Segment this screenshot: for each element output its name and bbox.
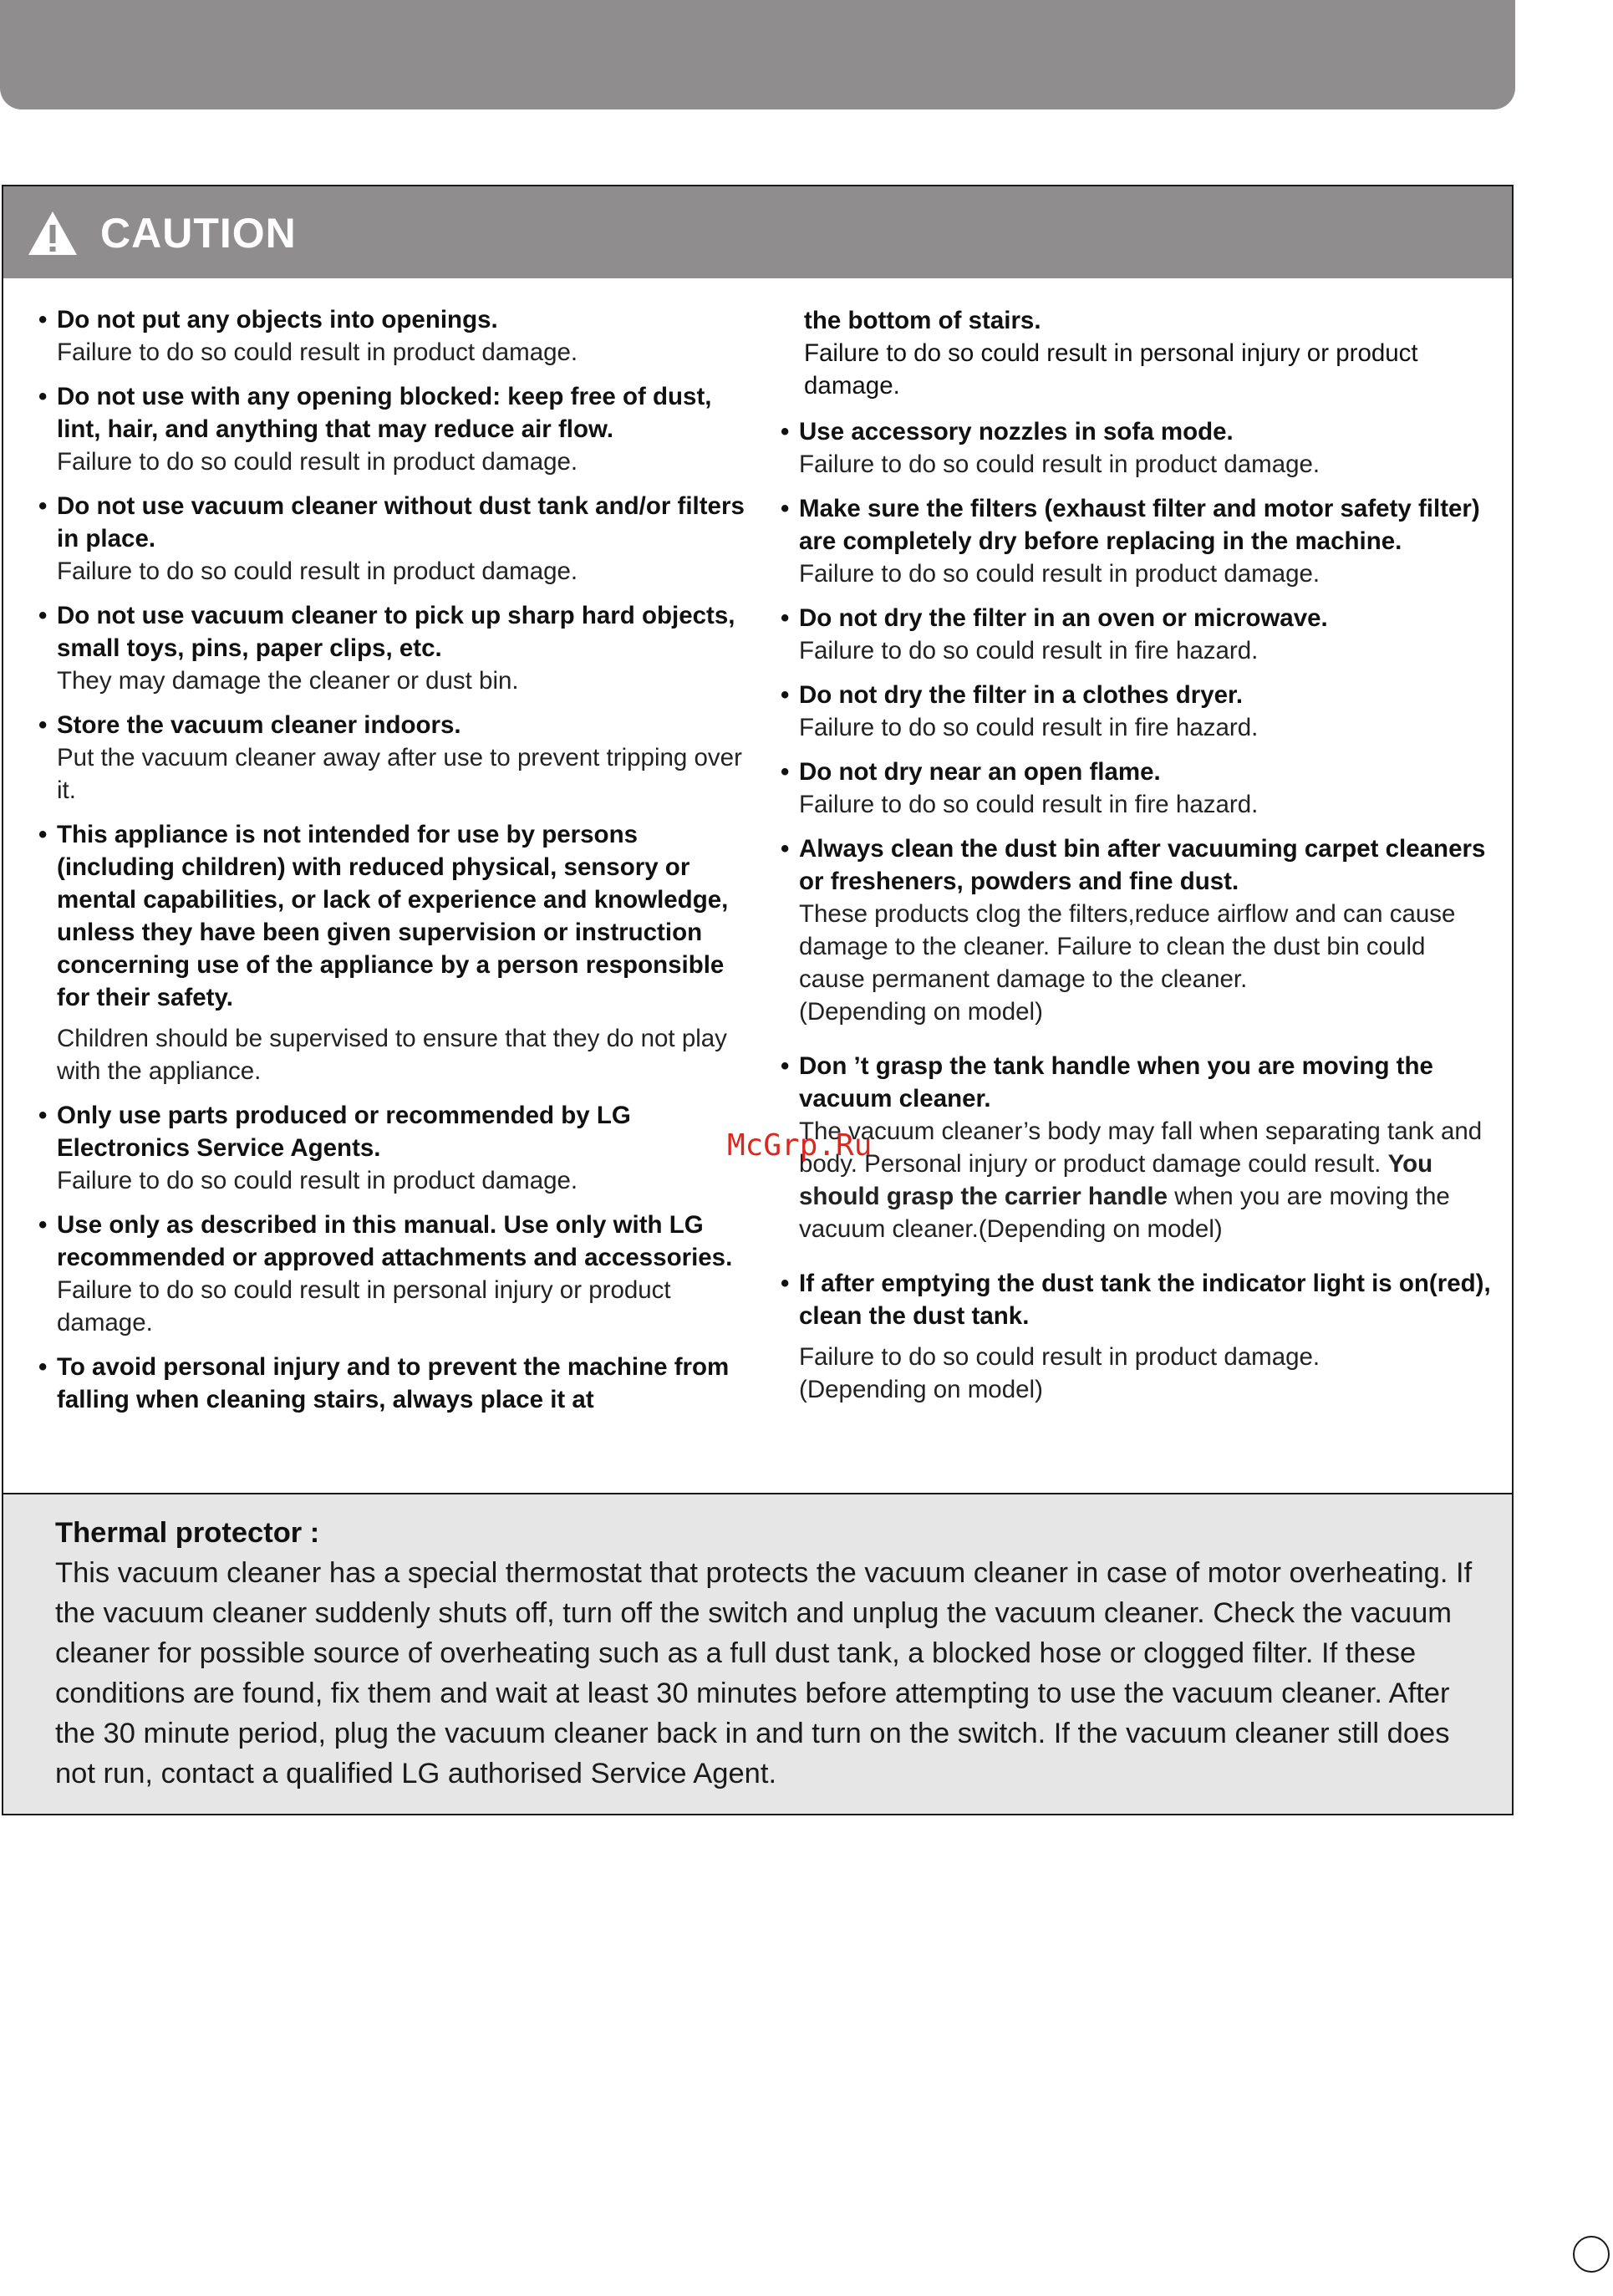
watermark: McGrp.Ru <box>727 1128 873 1163</box>
left-column <box>37 303 756 1428</box>
bullet: • <box>781 1052 790 1080</box>
bullet: • <box>781 1270 790 1297</box>
item-heading: the bottom of stairs. <box>804 307 1041 334</box>
list-item <box>37 303 756 369</box>
item-text: Failure to do so could result in product damage. <box>799 451 1320 478</box>
item-text: Children should be supervised to ensure that they do not play with the appliance. <box>57 1025 727 1085</box>
item-text: They may damage the cleaner or dust bin. <box>57 667 519 695</box>
list-item <box>37 599 756 697</box>
list-item <box>779 492 1498 590</box>
item-text: Put the vacuum cleaner away after use to prevent tripping over it. <box>57 744 742 804</box>
item-text: Failure to do so could result in product damage. <box>57 448 578 476</box>
item-heading: Only use parts produced or recommended by LG Electronics Service Agents. <box>57 1102 631 1162</box>
item-heading: Do not dry the filter in an oven or microwave. <box>799 604 1328 632</box>
item-text: Failure to do so could result in product damage. <box>57 557 578 585</box>
thermal-title: Thermal protector : <box>55 1517 320 1549</box>
item-heading: Do not use with any opening blocked: keep free of dust, lint, hair, and anything that may reduce air flow. <box>57 383 712 443</box>
bullet: • <box>38 1211 48 1239</box>
list-item <box>779 679 1498 744</box>
list-item <box>779 415 1498 481</box>
item-note: (Depending on model) <box>799 1376 1043 1403</box>
item-heading: Do not dry near an open flame. <box>799 758 1161 786</box>
item-text: Failure to do so could result in fire hazard. <box>799 637 1259 664</box>
list-item <box>779 832 1498 1028</box>
list-item <box>37 1099 756 1197</box>
right-column <box>779 304 1498 1418</box>
bullet: • <box>781 835 790 863</box>
item-text-tail: when you are moving the vacuum cleaner.(Depending on model) <box>799 1183 1450 1243</box>
item-text: Failure to do so could result in fire hazard. <box>799 791 1259 818</box>
item-text <box>799 1115 1498 1245</box>
thermal-protector-section <box>3 1493 1512 1814</box>
item-text: Failure to do so could result in personal injury or product damage. <box>804 339 1418 400</box>
list-item <box>37 709 756 807</box>
bullet: • <box>781 681 790 709</box>
item-text: Failure to do so could result in fire hazard. <box>799 714 1259 741</box>
item-text-main: The vacuum cleaner’s body may fall when separating tank and body. Personal injury or product damage could result. <box>799 1117 1483 1178</box>
bullet: • <box>781 604 790 632</box>
bullet: • <box>38 1353 48 1381</box>
item-text: Failure to do so could result in product damage. <box>57 339 578 366</box>
caution-panel <box>2 185 1514 1815</box>
list-item <box>779 1267 1498 1406</box>
thermal-text: This vacuum cleaner has a special thermostat that protects the vacuum cleaner in case of motor overheating. If the vacuum cleaner suddenly shuts off, turn off the switch and unplug the vacuum cleaner. Check the vacuum cleaner for possible source of overheating such as a full dust tank, a blocked hose or clogged filter. If these conditions are found, fix them and wait at least 30 minutes before attempting to use the vacuum cleaner. After the 30 minute period, plug the vacuum cleaner back in and turn on the switch. If the vacuum cleaner still does not run, contact a qualified LG authorised Service Agent. <box>55 1557 1473 1789</box>
list-item <box>37 1351 756 1416</box>
bullet: • <box>38 492 48 520</box>
caution-header <box>3 186 1512 278</box>
caution-title: CAUTION <box>100 210 297 257</box>
item-heading: Don ’t grasp the tank handle when you are moving the vacuum cleaner. <box>799 1052 1433 1112</box>
item-heading: Do not use vacuum cleaner to pick up sharp hard objects, small toys, pins, paper clips, etc. <box>57 602 735 662</box>
item-text: Failure to do so could result in product damage. <box>799 1343 1320 1371</box>
list-item <box>37 1209 756 1339</box>
item-heading: Do not dry the filter in a clothes dryer. <box>799 681 1244 709</box>
list-item <box>37 380 756 478</box>
list-item <box>37 490 756 588</box>
bullet: • <box>38 306 48 333</box>
list-item <box>779 756 1498 821</box>
item-heading: Use accessory nozzles in sofa mode. <box>799 418 1234 445</box>
item-text: Failure to do so could result in personal injury or product damage. <box>57 1276 671 1336</box>
item-heading: Make sure the filters (exhaust filter and motor safety filter) are completely dry before replacing in the machine. <box>799 495 1480 555</box>
item-text: Failure to do so could result in product damage. <box>799 560 1320 588</box>
bullet: • <box>781 758 790 786</box>
bullet: • <box>781 495 790 522</box>
item-text-emphasis: You should grasp the carrier handle <box>799 1150 1433 1210</box>
bullet: • <box>38 711 48 739</box>
list-item-continuation <box>779 304 1498 402</box>
bullet: • <box>38 821 48 848</box>
bullet: • <box>781 418 790 445</box>
list-item <box>37 818 756 1087</box>
item-heading: If after emptying the dust tank the indicator light is on(red), clean the dust tank. <box>799 1270 1491 1330</box>
item-text: Failure to do so could result in product damage. <box>57 1167 578 1194</box>
list-item <box>779 602 1498 667</box>
header-bar <box>0 0 1515 109</box>
item-heading: This appliance is not intended for use by persons (including children) with reduced physical, sensory or mental capabilities, or lack of experience and knowledge, unless they have been given supervision or instruction concerning use of the appliance by a person responsible for their safety. <box>57 821 729 1011</box>
item-heading: To avoid personal injury and to prevent the machine from falling when cleaning stairs, always place it at <box>57 1353 730 1413</box>
item-text: These products clog the filters,reduce airflow and can cause damage to the cleaner. Failure to clean the dust bin could cause permanent damage to the cleaner. <box>799 900 1456 993</box>
list-item <box>779 1050 1498 1245</box>
page-number-circle <box>1573 2236 1610 2273</box>
item-heading: Do not use vacuum cleaner without dust tank and/or filters in place. <box>57 492 745 552</box>
bullet: • <box>38 602 48 629</box>
item-note: (Depending on model) <box>799 998 1043 1026</box>
item-heading: Use only as described in this manual. Use only with LG recommended or approved attachments and accessories. <box>57 1211 733 1271</box>
bullet: • <box>38 383 48 410</box>
warning-triangle-icon <box>27 210 79 257</box>
item-heading: Always clean the dust bin after vacuuming carpet cleaners or fresheners, powders and fine dust. <box>799 835 1486 895</box>
item-heading: Store the vacuum cleaner indoors. <box>57 711 461 739</box>
item-heading: Do not put any objects into openings. <box>57 306 498 333</box>
bullet: • <box>38 1102 48 1129</box>
